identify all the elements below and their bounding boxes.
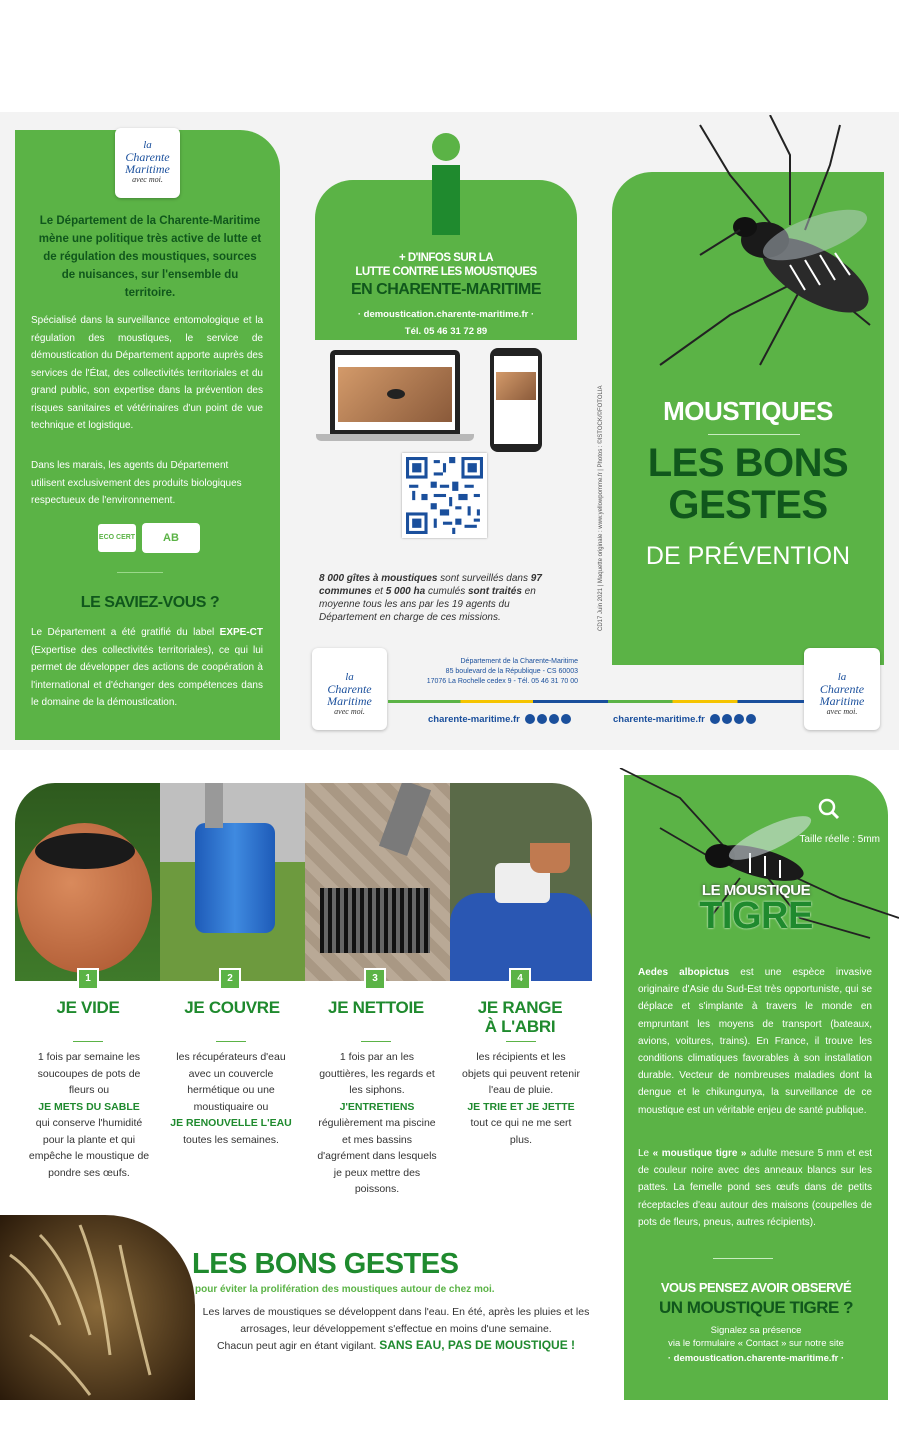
cover-title-bons: LES BONS <box>647 441 849 485</box>
tigre-question-2: UN MOUSTIQUE TIGRE ? <box>659 1298 853 1317</box>
step-title-1: JE VIDE <box>56 998 120 1017</box>
step-number-3: 3 <box>364 968 386 990</box>
left-intro: Le Département de la Charente-Maritime mène une politique très active de lutte et de régulation des moustiques, sources de nuisances, sur l'ensemble du territoire. <box>38 215 262 299</box>
info-website[interactable]: · demoustication.charente-maritime.fr · <box>357 309 535 320</box>
photo-drain <box>305 783 450 981</box>
plus-info-line2: LUTTE CONTRE LES MOUSTIQUES <box>355 266 537 278</box>
phone-image <box>490 348 542 452</box>
saviez-title: LE SAVIEZ-VOUS ? <box>80 594 220 611</box>
left-para-1: Spécialisé dans la surveillance entomologique et la régulation des moustiques, le service de démoustication du Département apporte auprès des services de l'État, des collectivités territoriales et du grand public, son expertise dans la prévention des risques sanitaires et vétérinaires d'un point de vue technique et logistique. <box>31 315 263 431</box>
step-number-1: 1 <box>77 968 99 990</box>
cover-divider <box>708 434 800 435</box>
saviez-text: Le Département a été gratifié du label EXPE-CT (Expertise des collectivités territoriales), ce qui lui permet de développer des actions de coopération à l'international et d'échanger des compétences dans le domaine de la démoustication. <box>31 627 263 708</box>
step-text-1: 1 fois par semaine les soucoupes de pots de fleurs ou JE METS DU SABLE qui conserve l'humidité pour la plante et qui empêche le moustique de pondre ses œufs. <box>28 1051 150 1179</box>
step-rule-4 <box>506 1041 536 1042</box>
mosquito-cover-image <box>640 115 885 385</box>
step-text-3: 1 fois par an les gouttières, les regards et les siphons. J'ENTRETIENS régulièrement ma piscine et mes bassins d'agrément dans lesquels je peux mettre des poissons. <box>317 1051 437 1195</box>
left-para-2: Dans les marais, les agents du Département utilisent exclusivement des produits biologiques respectueux de l'environnement. <box>31 460 242 506</box>
address-line2: 85 boulevard de la République - CS 60003 <box>445 668 578 675</box>
plus-info-line1: + D'INFOS SUR LA <box>398 252 494 264</box>
tricolor-bar-middle <box>388 700 608 703</box>
photo-pots <box>450 783 592 981</box>
twitter-icon[interactable] <box>734 714 744 724</box>
tigre-size-label: Taille réelle : 5mm <box>799 834 880 845</box>
step-rule-3 <box>361 1041 391 1042</box>
qr-code-icon <box>406 457 483 534</box>
address-line1: Département de la Charente-Maritime <box>460 658 578 665</box>
laptop-base <box>316 434 474 441</box>
info-phone: Tél. 05 46 31 72 89 <box>404 326 488 337</box>
address-line3: 17076 La Rochelle cedex 9 - Tél. 05 46 31 70 00 <box>426 678 578 685</box>
tigre-signal-2: via le formulaire « Contact » sur notre site <box>668 1338 844 1349</box>
qr-code[interactable] <box>402 453 487 538</box>
twitter-icon[interactable] <box>549 714 559 724</box>
vertical-credit: CD17 Juin 2021 | Maquette originale : www.yellowpomme.fr | Photos : ©ISTOCK/©FOTOLIA <box>598 385 604 631</box>
plus-info-line3: EN CHARENTE-MARITIME <box>351 281 541 298</box>
step-text-4: les récipients et les objets qui peuvent retenir l'eau de pluie. JE TRIE ET JE JETTE tout ce qui ne me sert plus. <box>462 1051 580 1146</box>
cover-title-gestes: GESTES <box>668 483 828 527</box>
photo-jar <box>15 783 160 981</box>
tigre-question-1: VOUS PENSEZ AVOIR OBSERVÉ <box>660 1280 852 1295</box>
facebook-icon[interactable] <box>537 714 547 724</box>
step-rule-2 <box>216 1041 246 1042</box>
info-i-dot <box>432 133 460 161</box>
photo-larvae <box>0 1215 195 1400</box>
tricolor-bar-cover <box>608 700 804 703</box>
tigre-title-2: TIGRE <box>699 895 813 937</box>
bons-gestes-title: LES BONS GESTES <box>192 1248 459 1280</box>
linkedin-icon[interactable] <box>561 714 571 724</box>
tigre-signal-1: Signalez sa présence <box>710 1325 802 1336</box>
bons-gestes-subtitle: pour éviter la prolifération des moustiques autour de chez moi. <box>195 1284 495 1295</box>
ab-label-badge: AB <box>142 523 200 553</box>
cover-title-moustiques: MOUSTIQUES <box>663 396 833 426</box>
step-rule-1 <box>73 1041 103 1042</box>
step-title-3: JE NETTOIE <box>328 998 424 1017</box>
instagram-icon[interactable] <box>710 714 720 724</box>
logo-top-left: la Charente Maritime avec moi. <box>115 128 180 198</box>
tigre-para-2: Le « moustique tigre » adulte mesure 5 mm et est de couleur noire avec des anneaux blancs sur les pattes. La femelle pond ses œufs dans de petits réceptacles d'eau autour des maisons (coupelles de pots de fleurs, pneus, autres récipients). <box>638 1148 872 1228</box>
tigre-signal-link[interactable]: · demoustication.charente-maritime.fr · <box>667 1353 845 1364</box>
tigre-title-1: LE MOUSTIQUE <box>701 882 811 899</box>
cover-title-prevention: DE PRÉVENTION <box>645 542 851 570</box>
step-title-4: JE RANGE À L'ABRI <box>477 998 563 1036</box>
tigre-para-1: Aedes albopictus est une espèce invasive originaire d'Asie du Sud-Est très opportuniste, qui se déplace et s'implante à travers le monde en empruntant les moyens de transport (bateaux, avions, voitures, trains). En France, il trouve les conditions climatiques favorables à son installation durable. Vecteur de nombreuses maladies dont la dengue et le chikungunya, la surveillance de ce moustique est un véritable enjeu de santé publique. <box>638 967 872 1116</box>
step-title-2: JE COUVRE <box>184 998 280 1017</box>
logo-middle: la Charente Maritime avec moi. <box>312 648 387 730</box>
laptop-image <box>330 350 460 434</box>
tigre-divider <box>713 1258 773 1259</box>
footer-site-cover[interactable]: charente-maritime.fr <box>613 714 756 725</box>
linkedin-icon[interactable] <box>746 714 756 724</box>
footer-site-middle[interactable]: charente-maritime.fr <box>428 714 571 725</box>
divider <box>117 572 163 573</box>
step-text-2: les récupérateurs d'eau avec un couvercle hermétique ou une moustiquaire ou JE RENOUVELLE L'EAU toutes les semaines. <box>170 1051 292 1146</box>
step-number-2: 2 <box>219 968 241 990</box>
magnifier-icon <box>818 798 840 820</box>
photo-barrel <box>160 783 305 981</box>
facebook-icon[interactable] <box>722 714 732 724</box>
stats-text: 8 000 gîtes à moustiques sont surveillés dans 97 communes et 5 000 ha cumulés sont traités en moyenne tous les ans par les 19 agents du Département en charge de ces missions. <box>319 573 542 623</box>
bons-gestes-text: Les larves de moustiques se développent dans l'eau. En été, après les pluies et les arrosages, leur développement s'effectue en moins d'une semaine. Chacun peut agir en étant vigilant. SANS EAU, PAS DE MOUSTIQUE ! <box>202 1306 590 1352</box>
eco-label-badge: ECO CERT <box>97 523 137 553</box>
instagram-icon[interactable] <box>525 714 535 724</box>
info-i-stem <box>432 165 460 235</box>
step-number-4: 4 <box>509 968 531 990</box>
logo-cover: la Charente Maritime avec moi. <box>804 648 880 730</box>
